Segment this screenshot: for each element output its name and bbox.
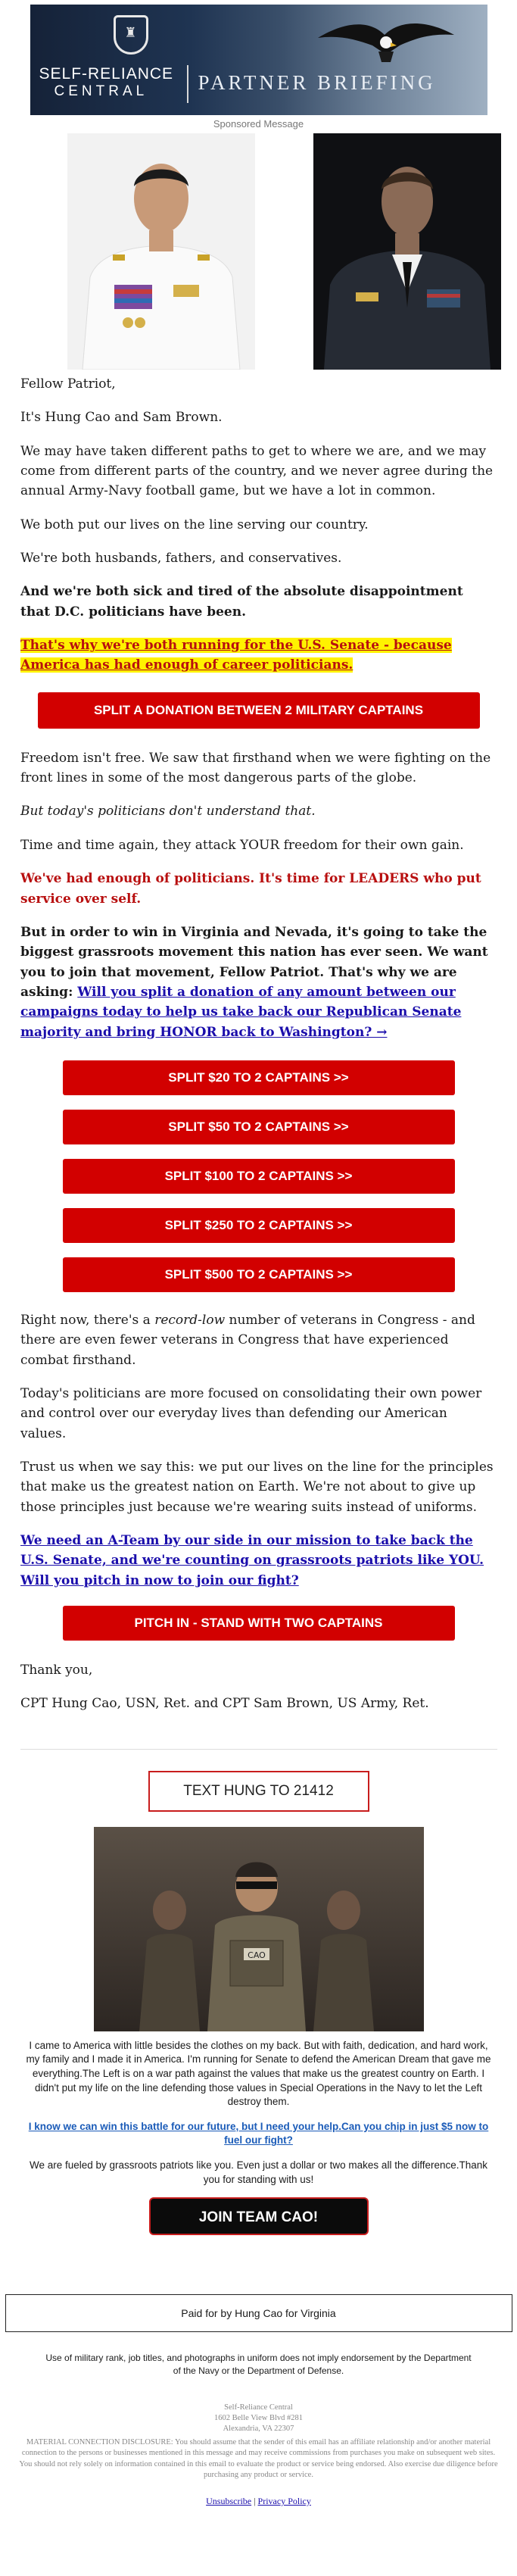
highlighted-senate-statement[interactable]: That's why we're both running for the U.S. Senate - because America has had enough of career politicians. (20, 638, 452, 673)
text-hung-button[interactable]: TEXT HUNG TO 21412 (148, 1771, 369, 1812)
pitch-in-button[interactable]: PITCH IN - STAND WITH TWO CAPTAINS (63, 1606, 455, 1641)
brand-name-line1: SELF-RELIANCE (39, 65, 174, 83)
paragraph-freedom: Freedom isn't free. We saw that firsthand when we were fighting on the front lines in some of the most dangerous parts of the globe. (20, 750, 491, 786)
split-donation-link[interactable]: Will you split a donation of any amount between our campaigns today to help us take back our Republican Senate majority and bring HONOR back to Washington? → (20, 984, 462, 1040)
paragraph-paths: We may have taken different paths to get to where we are, and we may come from different parts of the country, and we never agree during the annual Army-Navy football game, but we have a lot in common. (20, 443, 494, 499)
split-20-button[interactable]: SPLIT $20 TO 2 CAPTAINS >> (63, 1060, 455, 1095)
mailing-address (0, 2403, 517, 2435)
split-donation-button[interactable]: SPLIT A DONATION BETWEEN 2 MILITARY CAPTAINS (38, 692, 480, 729)
letter-body (0, 374, 517, 1714)
cao-patch-label: CAO (247, 1950, 266, 1960)
split-500-button[interactable]: SPLIT $500 TO 2 CAPTAINS >> (63, 1257, 455, 1292)
army-officer-illustration (313, 133, 501, 370)
paragraph-politicians: But today's politicians don't understand that. (20, 804, 316, 820)
hung-cao-photo (67, 133, 255, 370)
join-team-cao-button[interactable]: JOIN TEAM CAO! (149, 2197, 369, 2235)
bio-section (0, 2039, 517, 2187)
paragraph-service: We both put our lives on the line serving our country. (20, 517, 369, 532)
paragraph-disappointment: And we're both sick and tired of the absolute disappointment that D.C. politicians have been. (20, 584, 463, 620)
paragraph-movement: But in order to win in Virginia and Nevada, it's going to take the biggest grassroots movement this nation has ever seen. We want you to join that movement, Fellow Patriot. That's why we are asking: (20, 924, 488, 1000)
team-cao-photo (94, 1827, 424, 2031)
bio-grassroots: We are fueled by grassroots patriots like you. Even just a dollar or two makes all the difference.Thank you for standing with us! (29, 2159, 488, 2185)
paragraph-power: Today's politicians are more focused on consolidating their own power and control over our everyday lives than defending our American values. (20, 1385, 482, 1441)
amount-button-list (20, 1060, 497, 1292)
a-team-link[interactable]: We need an A-Team by our side in our mission to take back the U.S. Senate, and we're counting on grassroots patriots like YOU. Will you pitch in now to join our fight? (20, 1533, 484, 1588)
crest-logo (114, 15, 148, 55)
privacy-policy-link[interactable]: Privacy Policy (257, 2495, 311, 2506)
address-line2: 1602 Belle View Blvd #281 (213, 2413, 303, 2422)
sponsored-label: Sponsored Message (213, 118, 304, 130)
veterans-emphasis: record-low (154, 1312, 226, 1328)
paragraph-principles: Trust us when we say this: we put our lives on the line for the principles that make us the greatest nation on Earth. We're not about to give up those principles just because we're wearing suits instead of uniforms. (20, 1459, 494, 1515)
link-separator: | (254, 2495, 256, 2506)
candidate-photos (0, 132, 517, 374)
address-line3: Alexandria, VA 22307 (223, 2425, 294, 2434)
material-disclosure: MATERIAL CONNECTION DISCLOSURE: You should assume that the sender of this email has an affiliate relationship and/or another material connection to the persons or businesses mentioned in this message and may receive commissions from purchases you make on subsequent web sites. You should not rely solely on information contained in this email to evaluate the product or service being endorsed. Also exercise due diligence before purchasing any product or service. (19, 2438, 498, 2479)
crest-glyph: ♜ (124, 25, 137, 41)
veterans-text-b: number of veterans in Congress - and there are even fewer veterans in Congress that have experienced combat firsthand. (20, 1312, 475, 1368)
footer-links (0, 2496, 517, 2507)
paragraph-intro: It's Hung Cao and Sam Brown. (20, 410, 223, 426)
header-banner (30, 5, 487, 115)
navy-officer-illustration (67, 133, 255, 370)
paid-for-box: Paid for by Hung Cao for Virginia (5, 2294, 512, 2332)
paragraph-attack: Time and time again, they attack YOUR freedom for their own gain. (20, 837, 464, 853)
bio-text: I came to America with little besides the clothes on my back. But with faith, dedication, and hard work, my family and I made it in America. I'm running for Senate to defend the American Dream that gave me everything.The Left is on a war path against the values that make us the greatest country on Earth. I didn't put my life on the line defending those values in Special Operations in the Navy to let the Left destroy them. (26, 2039, 491, 2108)
split-50-button[interactable]: SPLIT $50 TO 2 CAPTAINS >> (63, 1110, 455, 1144)
address-line1: Self-Reliance Central (224, 2403, 293, 2412)
veterans-text-a: Right now, there's a (20, 1312, 155, 1328)
paragraph-veterans (20, 1310, 497, 1370)
signature: CPT Hung Cao, USN, Ret. and CPT Sam Brown, US Army, Ret. (20, 1696, 429, 1712)
eagle-icon (318, 12, 454, 73)
split-100-button[interactable]: SPLIT $100 TO 2 CAPTAINS >> (63, 1159, 455, 1194)
paragraph-family: We're both husbands, fathers, and conservatives. (20, 551, 342, 567)
header-divider (187, 65, 188, 103)
brand-name-line2: CENTRAL (54, 83, 148, 99)
sam-brown-photo (313, 133, 501, 370)
greeting: Fellow Patriot, (20, 376, 116, 392)
military-disclaimer: Use of military rank, job titles, and photographs in uniform does not imply endorsement by the Department of the Navy or the Department of Defense. (45, 2353, 472, 2376)
section-divider (20, 1749, 497, 1750)
thanks: Thank you, (20, 1663, 93, 1678)
chip-in-link[interactable]: I know we can win this battle for our future, but I need your help.Can you chip in just $5 now to fuel our fight? (28, 2120, 489, 2147)
split-250-button[interactable]: SPLIT $250 TO 2 CAPTAINS >> (63, 1208, 455, 1243)
paragraph-leaders: We've had enough of politicians. It's time for LEADERS who put service over self. (20, 871, 481, 907)
unsubscribe-link[interactable]: Unsubscribe (206, 2495, 252, 2506)
soldiers-illustration (94, 1827, 424, 2031)
partner-briefing-title: PARTNER BRIEFING (198, 71, 436, 94)
